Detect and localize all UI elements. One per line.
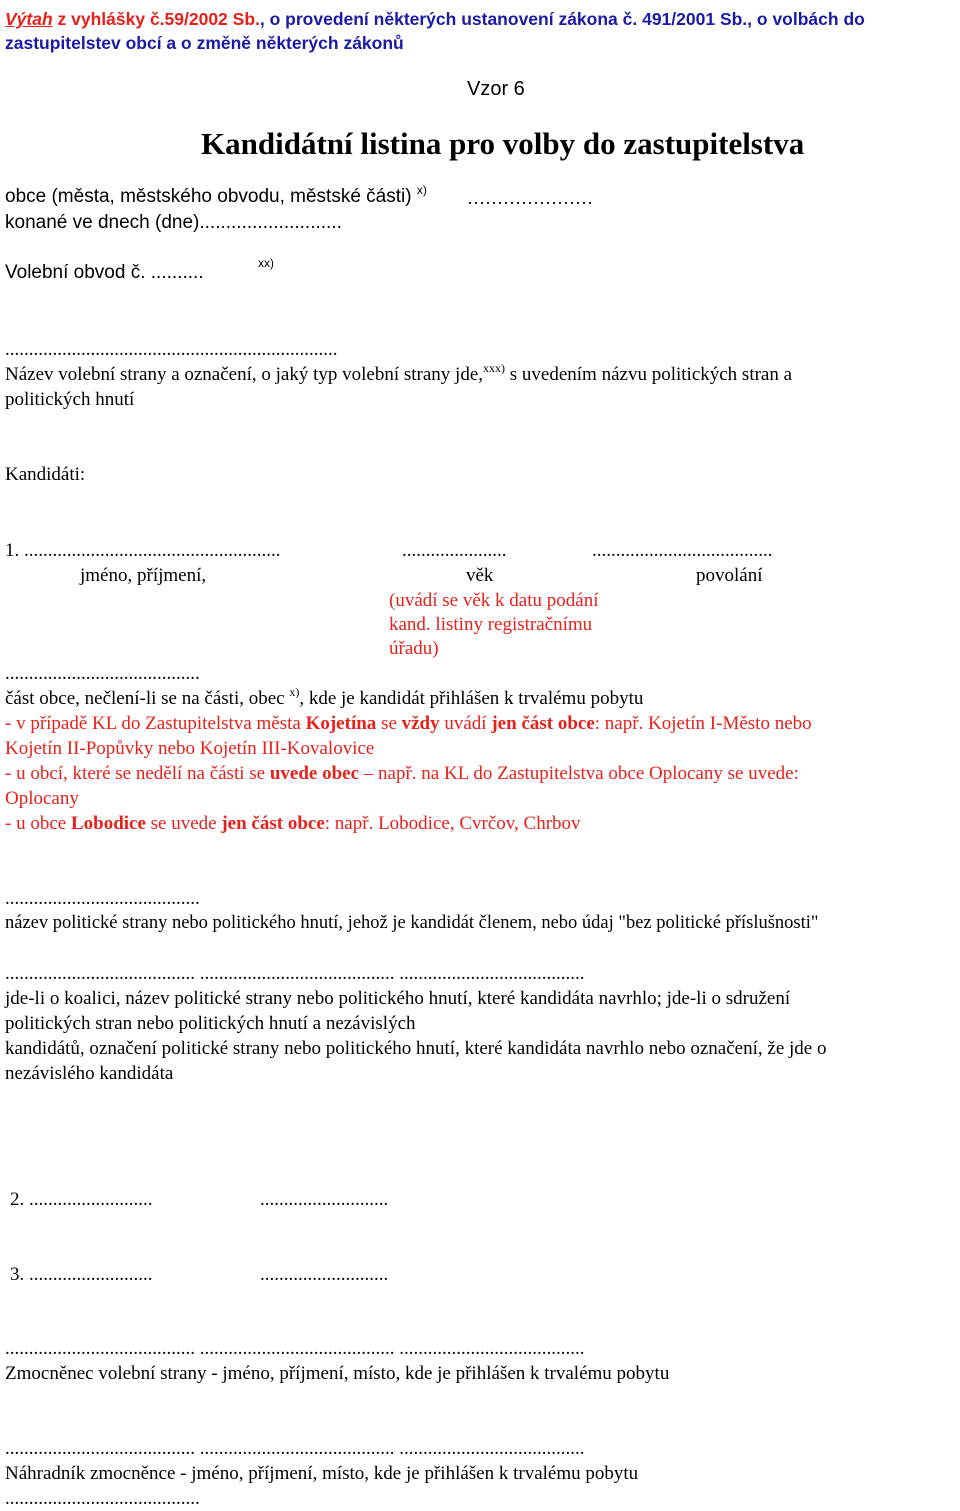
nominating-party-label-line3: kandidátů, označení politické strany nebo politického hnutí, které kandidáta navrhlo nebo označení, že jde o bbox=[5, 1038, 827, 1059]
age-note-line2: kand. listiny registračnímu bbox=[389, 614, 593, 635]
age-note-line3: úřadu) bbox=[389, 638, 439, 659]
header-decree-title: , o provedení některých ustanovení zákona č. 491/2001 Sb. bbox=[259, 9, 748, 29]
note-kojetin: - v případě KL do Zastupitelstva města Kojetína se vždy uvádí jen část obce: např. Kojetín I-Město nebo bbox=[5, 713, 812, 734]
header-act-title: , o volbách do bbox=[747, 9, 865, 29]
nominating-party-label-line4: nezávislého kandidáta bbox=[5, 1063, 174, 1084]
municipality-line bbox=[5, 184, 427, 209]
party-name-text: Název volební strany a označení, o jaký typ volební strany jde, bbox=[5, 364, 484, 385]
candidate-3-age-blank: ........................... bbox=[260, 1264, 389, 1285]
party-name-label bbox=[5, 362, 792, 387]
substitute-blank-2: ......................................... bbox=[5, 1488, 200, 1509]
footnote-x: x) bbox=[416, 183, 427, 197]
note-undivided-line2: Oplocany bbox=[5, 788, 79, 809]
candidate-1-name-blank: 1. ...................................................... bbox=[5, 540, 281, 561]
municipal-part-blank: ......................................... bbox=[5, 663, 200, 684]
substitute-label: Náhradník zmocněnce - jméno, příjmení, místo, kde je přihlášen k trvalému pobytu bbox=[5, 1463, 639, 1484]
note-undivided: - u obcí, které se nedělí na části se uvede obec – např. na KL do Zastupitelstva obce Oplocany se uvede: bbox=[5, 763, 799, 784]
candidate-2-name-blank: 2. .......................... bbox=[10, 1189, 153, 1210]
footnote-xx: xx) bbox=[258, 256, 274, 270]
candidate-party-blank: ......................................... bbox=[5, 888, 200, 909]
note-lobodice: - u obce Lobodice se uvede jen část obce: např. Lobodice, Cvrčov, Chrbov bbox=[5, 813, 581, 834]
age-note-line1: (uvádí se věk k datu podání bbox=[389, 590, 599, 611]
municipal-part-text-cont: , kde je kandidát přihlášen k trvalému pobytu bbox=[299, 688, 644, 709]
candidate-1-age-blank: ...................... bbox=[402, 540, 507, 561]
name-label: jméno, příjmení, bbox=[80, 565, 207, 586]
party-name-text-cont: s uvedením názvu politických stran a bbox=[505, 364, 793, 385]
extract-link[interactable]: Výtah bbox=[5, 9, 53, 29]
party-name-blank: ...................................................................... bbox=[5, 339, 338, 360]
candidate-2-age-blank: ........................... bbox=[260, 1189, 389, 1210]
election-dates: konané ve dnech (dne)........................... bbox=[5, 212, 342, 233]
candidate-1-occupation-blank: ...................................... bbox=[592, 540, 773, 561]
form-number: Vzor 6 bbox=[467, 78, 525, 100]
municipality-label: obce (města, městského obvodu, městské části) bbox=[5, 186, 412, 207]
candidate-3-name-blank: 3. .......................... bbox=[10, 1264, 153, 1285]
nominating-party-label-line1: jde-li o koalici, název politické strany nebo politického hnutí, které kandidáta navrhlo; jde-li o sdružení bbox=[5, 988, 791, 1009]
header-decree: z vyhlášky č.59/2002 Sb. bbox=[52, 9, 260, 29]
nominating-party-blank: ........................................ ......................................... ....................................... bbox=[5, 963, 585, 984]
note-kojetin-line2: Kojetín II-Popůvky nebo Kojetín III-Kovalovice bbox=[5, 738, 375, 759]
occupation-label: povolání bbox=[696, 565, 763, 586]
footnote-x-2: x) bbox=[289, 685, 300, 699]
page-title: Kandidátní listina pro volby do zastupitelstva bbox=[201, 126, 805, 161]
municipal-part-text: část obce, nečlení-li se na části, obec bbox=[5, 688, 285, 709]
nominating-party-label-line2: politických stran nebo politických hnutí a nezávislých bbox=[5, 1013, 416, 1034]
representative-label: Zmocněnec volební strany - jméno, příjmení, místo, kde je přihlášen k trvalému pobytu bbox=[5, 1363, 670, 1384]
municipality-blank: ………………… bbox=[467, 188, 593, 208]
municipal-part-label bbox=[5, 686, 643, 711]
footnote-xxx: xxx) bbox=[483, 361, 506, 375]
electoral-district: Volební obvod č. .......... bbox=[5, 262, 204, 283]
header-line2: zastupitelstev obcí a o změně některých zákonů bbox=[5, 33, 404, 53]
candidates-heading: Kandidáti: bbox=[5, 464, 86, 485]
age-label: věk bbox=[466, 565, 494, 586]
party-name-label-line2: politických hnutí bbox=[5, 389, 135, 410]
document-header bbox=[5, 7, 865, 31]
representative-blank: ........................................ ......................................... ....................................... bbox=[5, 1338, 585, 1359]
candidate-party-label: název politické strany nebo politického hnutí, jehož je kandidát členem, nebo údaj "bez politické příslušnosti" bbox=[5, 913, 819, 933]
substitute-blank: ........................................ ......................................... ....................................... bbox=[5, 1438, 585, 1459]
